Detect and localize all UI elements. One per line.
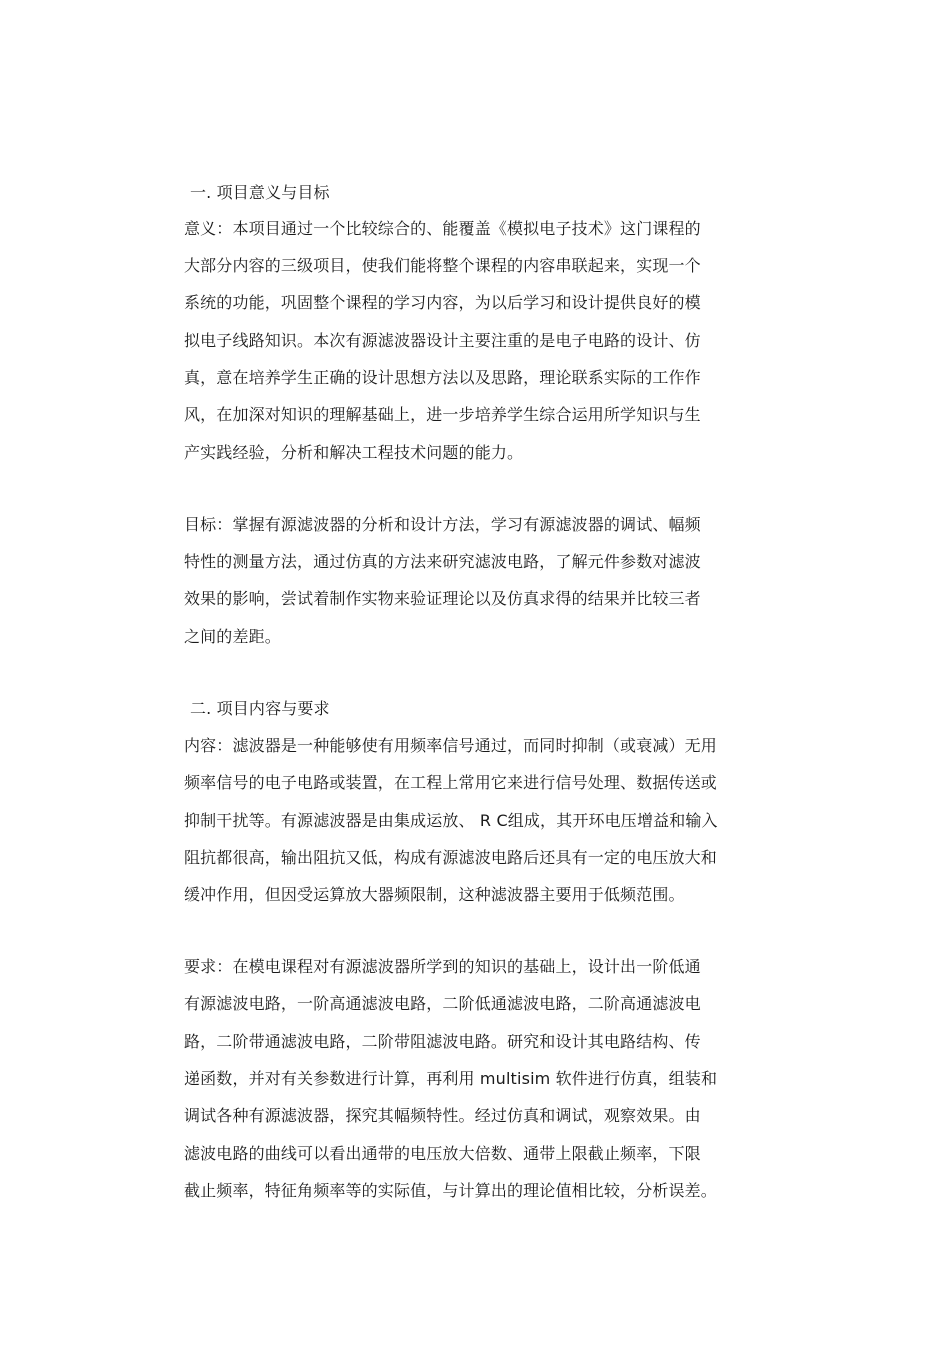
meaning-line: 大部分内容的三级项目，使我们能将整个课程的内容串联起来，实现一个	[184, 256, 701, 275]
content-line: 抑制干扰等。有源滤波器是由集成运放、 R C组成，其开环电压增益和输入	[184, 811, 718, 830]
goal-line: 特性的测量方法，通过仿真的方法来研究滤波电路，了解元件参数对滤波	[184, 552, 701, 571]
content-line: 缓冲作用，但因受运算放大器频限制，这种滤波器主要用于低频范围。	[184, 885, 685, 904]
requirement-line: 要求：在模电课程对有源滤波器所学到的知识的基础上，设计出一阶低通	[184, 957, 701, 976]
meaning-line: 拟电子线路知识。本次有源滤波器设计主要注重的是电子电路的设计、仿	[184, 331, 701, 350]
requirement-line: 路，二阶带通滤波电路，二阶带阻滤波电路。研究和设计其电路结构、传	[184, 1032, 701, 1051]
content-line: 频率信号的电子电路或装置，在工程上常用它来进行信号处理、数据传送或	[184, 773, 717, 792]
meaning-line: 真，意在培养学生正确的设计思想方法以及思路，理论联系实际的工作作	[184, 368, 701, 387]
requirement-line: 调试各种有源滤波器，探究其幅频特性。经过仿真和调试，观察效果。由	[184, 1106, 701, 1125]
meaning-line: 系统的功能，巩固整个课程的学习内容，为以后学习和设计提供良好的模	[184, 293, 701, 312]
section2-heading: 二. 项目内容与要求	[190, 699, 330, 718]
content-line: 内容：滤波器是一种能够使有用频率信号通过，而同时抑制（或衰减）无用	[184, 736, 717, 755]
requirement-line: 递函数，并对有关参数进行计算，再利用 multisim 软件进行仿真，组装和	[184, 1069, 718, 1088]
meaning-line: 风，在加深对知识的理解基础上，进一步培养学生综合运用所学知识与生	[184, 405, 701, 424]
content-line: 阻抗都很高，输出阻抗又低，构成有源滤波电路后还具有一定的电压放大和	[184, 848, 717, 867]
goal-line: 之间的差距。	[184, 627, 281, 646]
meaning-line: 意义：本项目通过一个比较综合的、能覆盖《模拟电子技术》这门课程的	[184, 219, 701, 238]
requirement-line: 滤波电路的曲线可以看出通带的电压放大倍数、通带上限截止频率，下限	[184, 1144, 701, 1163]
section1-heading: 一. 项目意义与目标	[190, 183, 330, 202]
requirement-line: 截止频率，特征角频率等的实际值，与计算出的理论值相比较，分析误差。	[184, 1181, 717, 1200]
requirement-line: 有源滤波电路，一阶高通滤波电路，二阶低通滤波电路，二阶高通滤波电	[184, 994, 701, 1013]
meaning-line: 产实践经验，分析和解决工程技术问题的能力。	[184, 443, 524, 462]
goal-line: 目标：掌握有源滤波器的分析和设计方法，学习有源滤波器的调试、幅频	[184, 515, 701, 534]
goal-line: 效果的影响，尝试着制作实物来验证理论以及仿真求得的结果并比较三者	[184, 589, 701, 608]
